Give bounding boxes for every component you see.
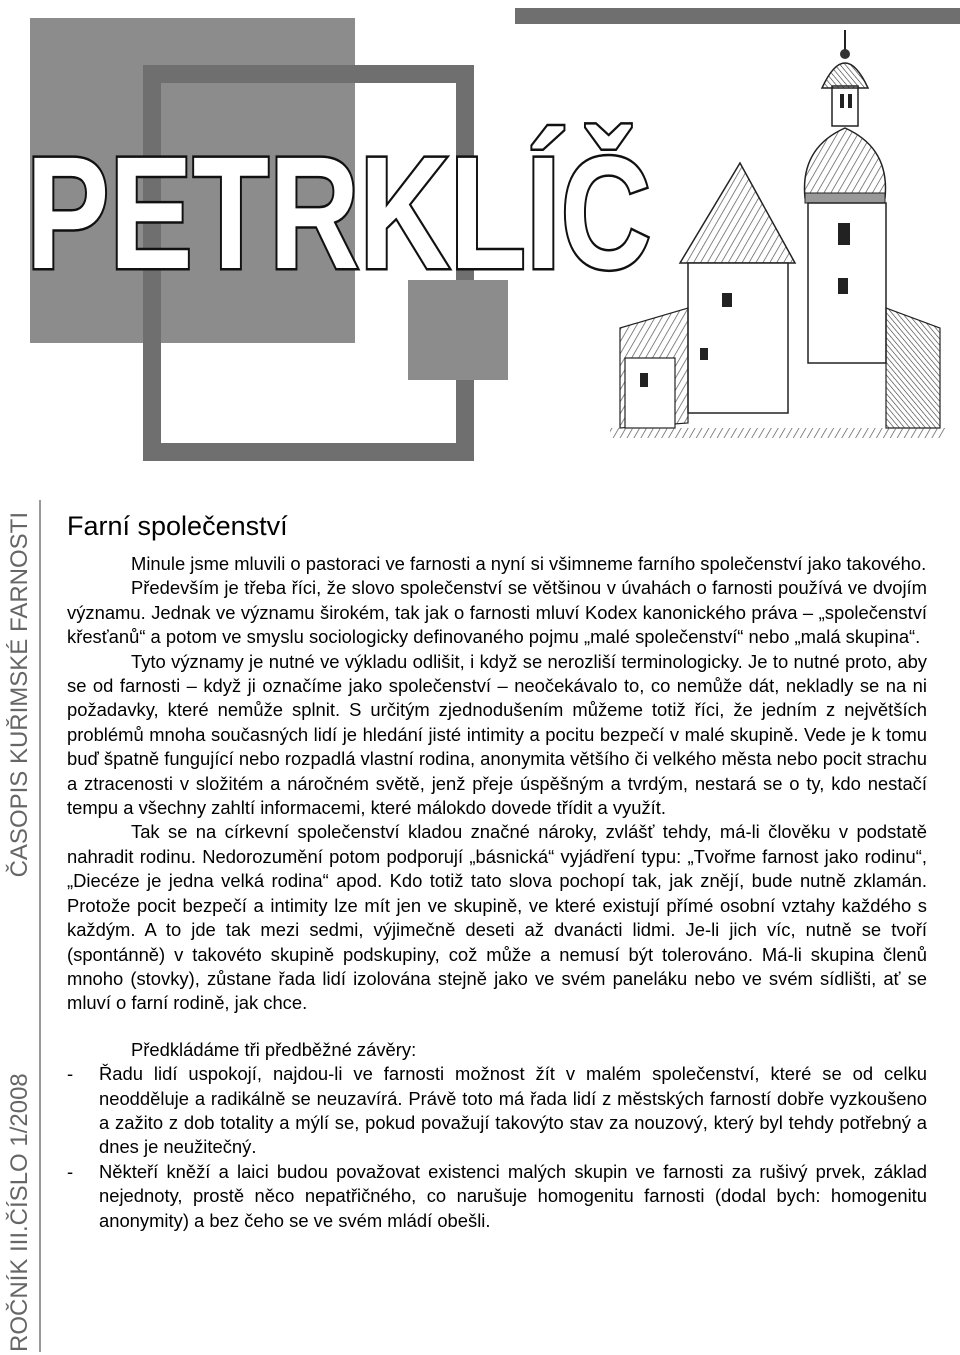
list-item <box>67 1160 927 1233</box>
list-item <box>67 1062 927 1160</box>
article-heading: Farní společenství <box>67 511 288 541</box>
article-paragraph: Tyto významy je nutné ve výkladu odlišit, i když se nerozliší terminologicky. Je to nutné proto, aby se od farnosti – když ji označíme jako společenství – neočekávalo to, co nemůže dát, nekladly se na ni požadavky, které nemůže splnit. S určitým zjednodušením můžeme totiž říci, že jedním z největších problémů mnoha současných lidí je hledání jisté intimity a pocitu bezpečí v malé skupině. Vede je k tomu buď špatně fungující nebo rozpadlá vlastní rodina, anonymita většího či velkého města nebo pocit strachu a ztracenosti v složitém a náročném světě, jenž přeje úspěšným a tvrdým, nestará se o ty, kdo nestačí tempu a všechny zahltí informacemi, které málokdo dovede třídit a využít. <box>67 650 927 819</box>
list-item-text: Někteří kněží a laici budou považovat existenci malých skupin ve farnosti za rušivý prvek, základ nejednoty, prostě něco nepatřičného, co narušuje homogenitu farnosti (dodal bych: homogenitu anonymity) a bez čeho se ve svém mládí obešli. <box>99 1160 927 1231</box>
list-item-text: Řadu lidí uspokojí, najdou-li ve farnosti možnost žít v malém společenství, které se od celku neodděluje a radikálně se neuzavírá. Právě toto má řada lidí z městských farností dobře vyzkoušeno a zažito z dob totality a mýlí se, pokud považují takovýto stav za nouzový, který byl tehdy potřebný a dnes je neužitečný. <box>99 1063 927 1158</box>
masthead-title-graphic <box>22 100 662 300</box>
conclusions-intro: Předkládáme tři předběžné závěry: <box>131 1038 417 1060</box>
side-running-text <box>4 512 36 1352</box>
article-paragraph: Především je třeba říci, že slovo společenství se většinou v úvahách o farnosti používá ve dvojím významu. Jednak ve významu širokém, tak jak o farnosti mluví Kodex kanonického práva – „společenství křesťanů“ a potom ve smyslu sociologicky definovaného pojmu „malé společenství“ nebo „malá skupina“. <box>67 577 927 648</box>
issue-label: ČÍSLO 1/2008 <box>6 1073 33 1226</box>
article-paragraph: Tak se na církevní společenství kladou značné nároky, zvlášť tehdy, má-li člověku v podstatě nahradit rodinu. Nedorozumění potom podporují „básnická“ vyjádření typu: „Tvořme farnost jako rodinu“, „Diecéze je jedna velká rodina“ apod. Kdo totiž tato slova pochopí tak, jak znějí, bude nutně zklamán. Protože pocit bezpečí a intimity lze mít jen ve skupině, ve které existují přímé osobní vztahy každého s každým. A to jde tak mezi sedmi, výjimečně deseti až dvanácti lidmi. Je-li jich víc, nutně se tvoří (spontánně) v takovéto skupině podskupiny, což může a nemusí být tolerováno. Má-li skupina členů mnoho (stovky), zůstane řada lidí izolována stejně jako ve svém paneláku nebo ve svém sídlišti, ať se mluví o farní rodině, jak chce. <box>67 821 927 1014</box>
masthead-top-bar <box>515 8 960 24</box>
list-dash: - <box>67 1160 74 1182</box>
magazine-label: ČASOPIS KUŘIMSKÉ FARNOSTI <box>6 512 33 878</box>
article-paragraph: Minule jsme mluvili o pastoraci ve farnosti a nyní si všimneme farního společenství jako takového. <box>131 553 927 574</box>
list-dash: - <box>67 1063 74 1085</box>
conclusions-list <box>67 1062 927 1233</box>
masthead-title: PETRKLÍČ <box>26 123 651 302</box>
side-divider <box>39 500 41 1352</box>
volume-label: ROČNÍK III. <box>6 1225 33 1352</box>
article <box>67 510 927 1233</box>
